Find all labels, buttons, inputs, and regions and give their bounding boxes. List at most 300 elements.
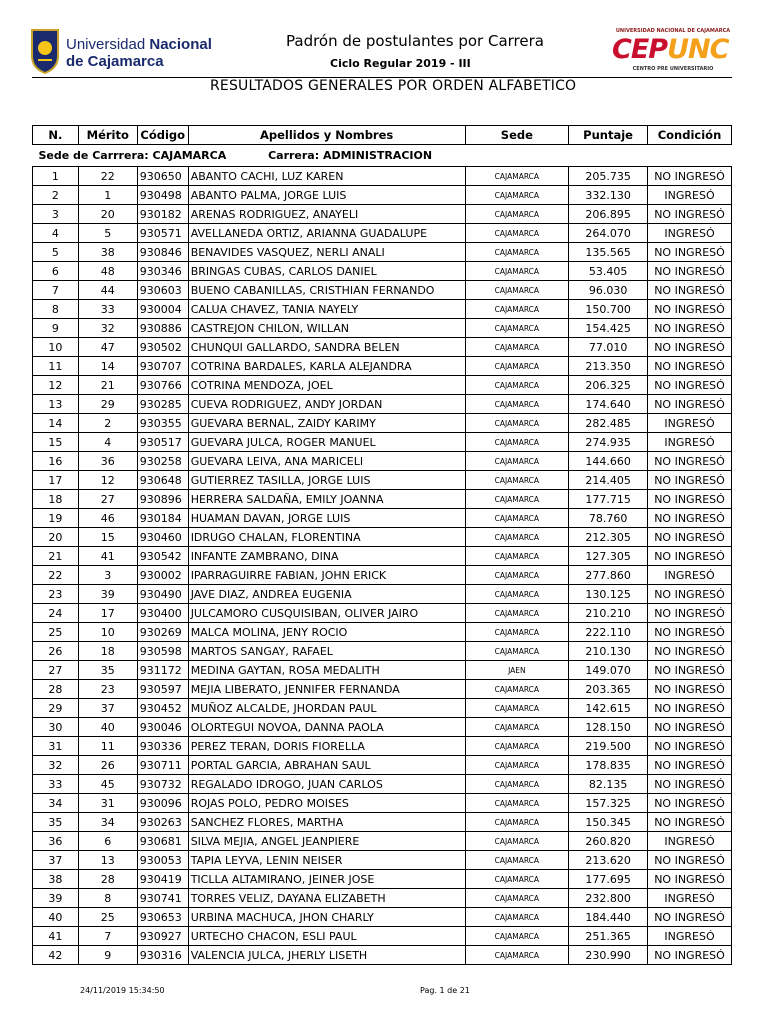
row-merit: 32 xyxy=(78,319,137,338)
row-name: CALUA CHAVEZ, TANIA NAYELY xyxy=(188,300,465,319)
row-sede: CAJAMARCA xyxy=(465,794,569,813)
row-sede: CAJAMARCA xyxy=(465,243,569,262)
row-name: PEREZ TERAN, DORIS FIORELLA xyxy=(188,737,465,756)
row-merit: 37 xyxy=(78,699,137,718)
row-code: 930886 xyxy=(137,319,188,338)
row-score: 282.485 xyxy=(569,414,648,433)
row-name: GUEVARA BERNAL, ZAIDY KARIMY xyxy=(188,414,465,433)
cepunc-logo-top-text: UNIVERSIDAD NACIONAL DE CAJAMARCA xyxy=(615,28,731,34)
row-code: 930571 xyxy=(137,224,188,243)
row-score: 213.620 xyxy=(569,851,648,870)
row-code: 930502 xyxy=(137,338,188,357)
row-number: 14 xyxy=(33,414,79,433)
table-row xyxy=(33,414,732,433)
row-name: CUEVA RODRIGUEZ, ANDY JORDAN xyxy=(188,395,465,414)
row-condition: NO INGRESÓ xyxy=(648,623,732,642)
row-score: 222.110 xyxy=(569,623,648,642)
row-code: 930498 xyxy=(137,186,188,205)
row-score: 251.365 xyxy=(569,927,648,946)
row-name: BUENO CABANILLAS, CRISTHIAN FERNANDO xyxy=(188,281,465,300)
document-header xyxy=(0,0,768,105)
row-sede: CAJAMARCA xyxy=(465,319,569,338)
row-name: COTRINA BARDALES, KARLA ALEJANDRA xyxy=(188,357,465,376)
table-row xyxy=(33,737,732,756)
row-score: 53.405 xyxy=(569,262,648,281)
row-code: 930648 xyxy=(137,471,188,490)
document-title: Padrón de postulantes por Carrera xyxy=(286,32,544,50)
table-row xyxy=(33,870,732,889)
row-merit: 26 xyxy=(78,756,137,775)
table-row xyxy=(33,927,732,946)
row-name: HERRERA SALDAÑA, EMILY JOANNA xyxy=(188,490,465,509)
row-number: 28 xyxy=(33,680,79,699)
row-sede: CAJAMARCA xyxy=(465,718,569,737)
row-merit: 14 xyxy=(78,357,137,376)
row-score: 277.860 xyxy=(569,566,648,585)
row-sede: CAJAMARCA xyxy=(465,547,569,566)
row-sede: CAJAMARCA xyxy=(465,300,569,319)
row-code: 930182 xyxy=(137,205,188,224)
row-sede: CAJAMARCA xyxy=(465,167,569,186)
row-merit: 15 xyxy=(78,528,137,547)
row-number: 6 xyxy=(33,262,79,281)
row-score: 157.325 xyxy=(569,794,648,813)
row-merit: 11 xyxy=(78,737,137,756)
row-score: 128.150 xyxy=(569,718,648,737)
row-name: IPARRAGUIRRE FABIAN, JOHN ERICK xyxy=(188,566,465,585)
table-row xyxy=(33,243,732,262)
row-code: 930896 xyxy=(137,490,188,509)
row-number: 10 xyxy=(33,338,79,357)
row-condition: NO INGRESÓ xyxy=(648,357,732,376)
table-row xyxy=(33,699,732,718)
row-sede: CAJAMARCA xyxy=(465,281,569,300)
row-merit: 34 xyxy=(78,813,137,832)
row-sede: CAJAMARCA xyxy=(465,642,569,661)
row-name: TORRES VELIZ, DAYANA ELIZABETH xyxy=(188,889,465,908)
table-row xyxy=(33,338,732,357)
row-merit: 44 xyxy=(78,281,137,300)
row-score: 82.135 xyxy=(569,775,648,794)
row-number: 35 xyxy=(33,813,79,832)
row-sede: CAJAMARCA xyxy=(465,224,569,243)
row-merit: 9 xyxy=(78,946,137,965)
row-score: 174.640 xyxy=(569,395,648,414)
row-name: SILVA MEJIA, ANGEL JEANPIERE xyxy=(188,832,465,851)
row-name: GUTIERREZ TASILLA, JORGE LUIS xyxy=(188,471,465,490)
row-sede: CAJAMARCA xyxy=(465,699,569,718)
row-merit: 5 xyxy=(78,224,137,243)
row-merit: 22 xyxy=(78,167,137,186)
row-name: TICLLA ALTAMIRANO, JEINER JOSE xyxy=(188,870,465,889)
row-code: 930597 xyxy=(137,680,188,699)
row-code: 930046 xyxy=(137,718,188,737)
row-code: 930711 xyxy=(137,756,188,775)
row-sede: CAJAMARCA xyxy=(465,566,569,585)
row-number: 33 xyxy=(33,775,79,794)
row-sede: CAJAMARCA xyxy=(465,908,569,927)
row-code: 930603 xyxy=(137,281,188,300)
row-merit: 47 xyxy=(78,338,137,357)
row-number: 32 xyxy=(33,756,79,775)
cepunc-logo xyxy=(608,28,738,76)
row-score: 150.345 xyxy=(569,813,648,832)
row-name: ABANTO CACHI, LUZ KAREN xyxy=(188,167,465,186)
cepunc-logo-word xyxy=(612,34,728,65)
row-score: 264.070 xyxy=(569,224,648,243)
row-number: 13 xyxy=(33,395,79,414)
table-row xyxy=(33,186,732,205)
row-condition: NO INGRESÓ xyxy=(648,699,732,718)
row-sede: CAJAMARCA xyxy=(465,851,569,870)
row-name: CHUNQUI GALLARDO, SANDRA BELEN xyxy=(188,338,465,357)
table-row xyxy=(33,471,732,490)
row-number: 38 xyxy=(33,870,79,889)
row-number: 9 xyxy=(33,319,79,338)
row-merit: 35 xyxy=(78,661,137,680)
row-condition: NO INGRESÓ xyxy=(648,547,732,566)
row-score: 154.425 xyxy=(569,319,648,338)
table-row xyxy=(33,661,732,680)
row-condition: NO INGRESÓ xyxy=(648,946,732,965)
table-row xyxy=(33,851,732,870)
row-merit: 41 xyxy=(78,547,137,566)
row-sede: CAJAMARCA xyxy=(465,395,569,414)
column-header-code: Código xyxy=(137,126,188,145)
row-sede: CAJAMARCA xyxy=(465,528,569,547)
row-number: 29 xyxy=(33,699,79,718)
row-merit: 13 xyxy=(78,851,137,870)
row-number: 3 xyxy=(33,205,79,224)
table-row xyxy=(33,528,732,547)
row-name: VALENCIA JULCA, JHERLY LISETH xyxy=(188,946,465,965)
university-name xyxy=(66,36,212,70)
row-merit: 39 xyxy=(78,585,137,604)
row-code: 930681 xyxy=(137,832,188,851)
row-merit: 7 xyxy=(78,927,137,946)
row-condition: NO INGRESÓ xyxy=(648,851,732,870)
column-header-score: Puntaje xyxy=(569,126,648,145)
row-name: HUAMAN DAVAN, JORGE LUIS xyxy=(188,509,465,528)
table-row xyxy=(33,718,732,737)
row-merit: 20 xyxy=(78,205,137,224)
row-sede: CAJAMARCA xyxy=(465,452,569,471)
row-name: MUÑOZ ALCALDE, JHORDAN PAUL xyxy=(188,699,465,718)
row-score: 206.895 xyxy=(569,205,648,224)
row-number: 40 xyxy=(33,908,79,927)
row-condition: NO INGRESÓ xyxy=(648,376,732,395)
row-sede: CAJAMARCA xyxy=(465,623,569,642)
row-condition: NO INGRESÓ xyxy=(648,718,732,737)
row-condition: NO INGRESÓ xyxy=(648,338,732,357)
row-number: 41 xyxy=(33,927,79,946)
row-number: 18 xyxy=(33,490,79,509)
row-condition: NO INGRESÓ xyxy=(648,680,732,699)
row-code: 930346 xyxy=(137,262,188,281)
row-condition: INGRESÓ xyxy=(648,927,732,946)
row-code: 930004 xyxy=(137,300,188,319)
row-condition: INGRESÓ xyxy=(648,186,732,205)
row-code: 930002 xyxy=(137,566,188,585)
row-merit: 31 xyxy=(78,794,137,813)
row-merit: 46 xyxy=(78,509,137,528)
row-code: 930460 xyxy=(137,528,188,547)
row-code: 930542 xyxy=(137,547,188,566)
row-code: 930653 xyxy=(137,908,188,927)
row-merit: 28 xyxy=(78,870,137,889)
row-merit: 23 xyxy=(78,680,137,699)
row-name: URTECHO CHACON, ESLI PAUL xyxy=(188,927,465,946)
row-number: 7 xyxy=(33,281,79,300)
row-merit: 17 xyxy=(78,604,137,623)
row-merit: 25 xyxy=(78,908,137,927)
row-sede: CAJAMARCA xyxy=(465,927,569,946)
table-row xyxy=(33,224,732,243)
row-condition: NO INGRESÓ xyxy=(648,756,732,775)
row-number: 42 xyxy=(33,946,79,965)
row-score: 77.010 xyxy=(569,338,648,357)
row-number: 36 xyxy=(33,832,79,851)
row-condition: NO INGRESÓ xyxy=(648,281,732,300)
row-sede: CAJAMARCA xyxy=(465,338,569,357)
results-title: RESULTADOS GENERALES POR ORDEN ALFABETICO xyxy=(210,78,577,94)
row-number: 17 xyxy=(33,471,79,490)
row-merit: 2 xyxy=(78,414,137,433)
row-code: 930096 xyxy=(137,794,188,813)
row-code: 930650 xyxy=(137,167,188,186)
cepunc-logo-word-b: UNC xyxy=(667,34,729,65)
row-code: 930400 xyxy=(137,604,188,623)
row-name: IDRUGO CHALAN, FLORENTINA xyxy=(188,528,465,547)
table-row xyxy=(33,319,732,338)
row-score: 212.305 xyxy=(569,528,648,547)
row-condition: NO INGRESÓ xyxy=(648,509,732,528)
row-code: 930355 xyxy=(137,414,188,433)
row-number: 30 xyxy=(33,718,79,737)
university-name-bold: Nacional xyxy=(149,36,212,53)
row-number: 5 xyxy=(33,243,79,262)
row-score: 214.405 xyxy=(569,471,648,490)
row-condition: NO INGRESÓ xyxy=(648,585,732,604)
row-score: 96.030 xyxy=(569,281,648,300)
table-row xyxy=(33,623,732,642)
cepunc-logo-bottom-text: CENTRO PRE UNIVERSITARIO xyxy=(632,66,714,72)
row-name: OLORTEGUI NOVOA, DANNA PAOLA xyxy=(188,718,465,737)
row-sede: CAJAMARCA xyxy=(465,205,569,224)
row-condition: NO INGRESÓ xyxy=(648,490,732,509)
row-sede: CAJAMARCA xyxy=(465,414,569,433)
row-condition: NO INGRESÓ xyxy=(648,642,732,661)
table-header-row xyxy=(33,126,732,145)
row-merit: 18 xyxy=(78,642,137,661)
row-condition: INGRESÓ xyxy=(648,566,732,585)
row-score: 127.305 xyxy=(569,547,648,566)
row-merit: 12 xyxy=(78,471,137,490)
row-condition: NO INGRESÓ xyxy=(648,813,732,832)
row-number: 31 xyxy=(33,737,79,756)
row-condition: INGRESÓ xyxy=(648,224,732,243)
row-merit: 6 xyxy=(78,832,137,851)
row-condition: NO INGRESÓ xyxy=(648,167,732,186)
table-row xyxy=(33,946,732,965)
row-name: TAPIA LEYVA, LENIN NEISER xyxy=(188,851,465,870)
row-condition: NO INGRESÓ xyxy=(648,262,732,281)
row-number: 16 xyxy=(33,452,79,471)
row-code: 930732 xyxy=(137,775,188,794)
row-merit: 1 xyxy=(78,186,137,205)
row-code: 930419 xyxy=(137,870,188,889)
row-sede: CAJAMARCA xyxy=(465,946,569,965)
table-row xyxy=(33,794,732,813)
row-condition: NO INGRESÓ xyxy=(648,794,732,813)
row-name: ROJAS POLO, PEDRO MOISES xyxy=(188,794,465,813)
row-code: 930452 xyxy=(137,699,188,718)
row-sede: CAJAMARCA xyxy=(465,832,569,851)
row-sede: CAJAMARCA xyxy=(465,889,569,908)
row-number: 27 xyxy=(33,661,79,680)
row-code: 930741 xyxy=(137,889,188,908)
row-sede: CAJAMARCA xyxy=(465,433,569,452)
table-row xyxy=(33,376,732,395)
row-condition: INGRESÓ xyxy=(648,889,732,908)
row-merit: 48 xyxy=(78,262,137,281)
row-code: 930269 xyxy=(137,623,188,642)
row-sede: CAJAMARCA xyxy=(465,376,569,395)
row-condition: NO INGRESÓ xyxy=(648,908,732,927)
table-row xyxy=(33,490,732,509)
row-condition: NO INGRESÓ xyxy=(648,300,732,319)
column-header-name: Apellidos y Nombres xyxy=(188,126,465,145)
row-sede: CAJAMARCA xyxy=(465,186,569,205)
table-row xyxy=(33,205,732,224)
row-sede: CAJAMARCA xyxy=(465,490,569,509)
row-name: BENAVIDES VASQUEZ, NERLI ANALI xyxy=(188,243,465,262)
row-code: 930517 xyxy=(137,433,188,452)
applicants-table xyxy=(32,125,732,965)
row-name: GUEVARA JULCA, ROGER MANUEL xyxy=(188,433,465,452)
row-number: 23 xyxy=(33,585,79,604)
row-sede: CAJAMARCA xyxy=(465,680,569,699)
university-name-regular: Universidad xyxy=(66,36,150,53)
row-number: 24 xyxy=(33,604,79,623)
row-score: 144.660 xyxy=(569,452,648,471)
row-code: 930927 xyxy=(137,927,188,946)
row-score: 149.070 xyxy=(569,661,648,680)
row-sede: CAJAMARCA xyxy=(465,585,569,604)
row-score: 203.365 xyxy=(569,680,648,699)
row-name: AVELLANEDA ORTIZ, ARIANNA GUADALUPE xyxy=(188,224,465,243)
row-merit: 10 xyxy=(78,623,137,642)
university-name-line2: de Cajamarca xyxy=(66,53,164,70)
table-row xyxy=(33,281,732,300)
row-score: 213.350 xyxy=(569,357,648,376)
row-score: 332.130 xyxy=(569,186,648,205)
row-number: 11 xyxy=(33,357,79,376)
table-row xyxy=(33,300,732,319)
footer-timestamp: 24/11/2019 15:34:50 xyxy=(80,986,165,995)
table-row xyxy=(33,604,732,623)
row-name: INFANTE ZAMBRANO, DINA xyxy=(188,547,465,566)
table-row xyxy=(33,452,732,471)
row-score: 210.130 xyxy=(569,642,648,661)
table-row xyxy=(33,680,732,699)
cycle-label: Ciclo Regular 2019 - III xyxy=(330,57,471,70)
row-name: SANCHEZ FLORES, MARTHA xyxy=(188,813,465,832)
row-condition: NO INGRESÓ xyxy=(648,452,732,471)
row-sede: JAEN xyxy=(465,661,569,680)
row-name: PORTAL GARCIA, ABRAHAN SAUL xyxy=(188,756,465,775)
row-merit: 40 xyxy=(78,718,137,737)
table-row xyxy=(33,756,732,775)
row-name: JAVE DIAZ, ANDREA EUGENIA xyxy=(188,585,465,604)
row-code: 930258 xyxy=(137,452,188,471)
column-header-sede: Sede xyxy=(465,126,569,145)
row-number: 20 xyxy=(33,528,79,547)
row-condition: NO INGRESÓ xyxy=(648,205,732,224)
row-name: MALCA MOLINA, JENY ROCIO xyxy=(188,623,465,642)
row-condition: NO INGRESÓ xyxy=(648,528,732,547)
row-number: 2 xyxy=(33,186,79,205)
row-score: 150.700 xyxy=(569,300,648,319)
row-name: MARTOS SANGAY, RAFAEL xyxy=(188,642,465,661)
row-score: 184.440 xyxy=(569,908,648,927)
row-name: REGALADO IDROGO, JUAN CARLOS xyxy=(188,775,465,794)
row-sede: CAJAMARCA xyxy=(465,262,569,281)
row-number: 19 xyxy=(33,509,79,528)
cepunc-logo-word-a: CEP xyxy=(612,34,668,65)
row-score: 232.800 xyxy=(569,889,648,908)
table-row xyxy=(33,775,732,794)
column-header-condition: Condición xyxy=(648,126,732,145)
row-merit: 38 xyxy=(78,243,137,262)
row-score: 274.935 xyxy=(569,433,648,452)
row-code: 930184 xyxy=(137,509,188,528)
row-score: 78.760 xyxy=(569,509,648,528)
table-row xyxy=(33,585,732,604)
row-condition: INGRESÓ xyxy=(648,832,732,851)
table-row xyxy=(33,908,732,927)
row-code: 930285 xyxy=(137,395,188,414)
row-merit: 45 xyxy=(78,775,137,794)
section-cell xyxy=(33,145,732,167)
row-score: 135.565 xyxy=(569,243,648,262)
row-sede: CAJAMARCA xyxy=(465,737,569,756)
row-code: 930336 xyxy=(137,737,188,756)
row-merit: 33 xyxy=(78,300,137,319)
row-merit: 36 xyxy=(78,452,137,471)
row-name: ABANTO PALMA, JORGE LUIS xyxy=(188,186,465,205)
unc-shield-icon xyxy=(30,28,60,74)
table-row xyxy=(33,395,732,414)
table-row xyxy=(33,433,732,452)
row-merit: 29 xyxy=(78,395,137,414)
row-score: 177.695 xyxy=(569,870,648,889)
row-number: 22 xyxy=(33,566,79,585)
row-condition: INGRESÓ xyxy=(648,414,732,433)
row-number: 34 xyxy=(33,794,79,813)
row-sede: CAJAMARCA xyxy=(465,357,569,376)
row-condition: NO INGRESÓ xyxy=(648,243,732,262)
row-sede: CAJAMARCA xyxy=(465,813,569,832)
column-header-number: N. xyxy=(33,126,79,145)
row-sede: CAJAMARCA xyxy=(465,471,569,490)
row-score: 177.715 xyxy=(569,490,648,509)
table-row xyxy=(33,509,732,528)
row-name: MEDINA GAYTAN, ROSA MEDALITH xyxy=(188,661,465,680)
row-merit: 27 xyxy=(78,490,137,509)
row-score: 206.325 xyxy=(569,376,648,395)
row-condition: NO INGRESÓ xyxy=(648,737,732,756)
